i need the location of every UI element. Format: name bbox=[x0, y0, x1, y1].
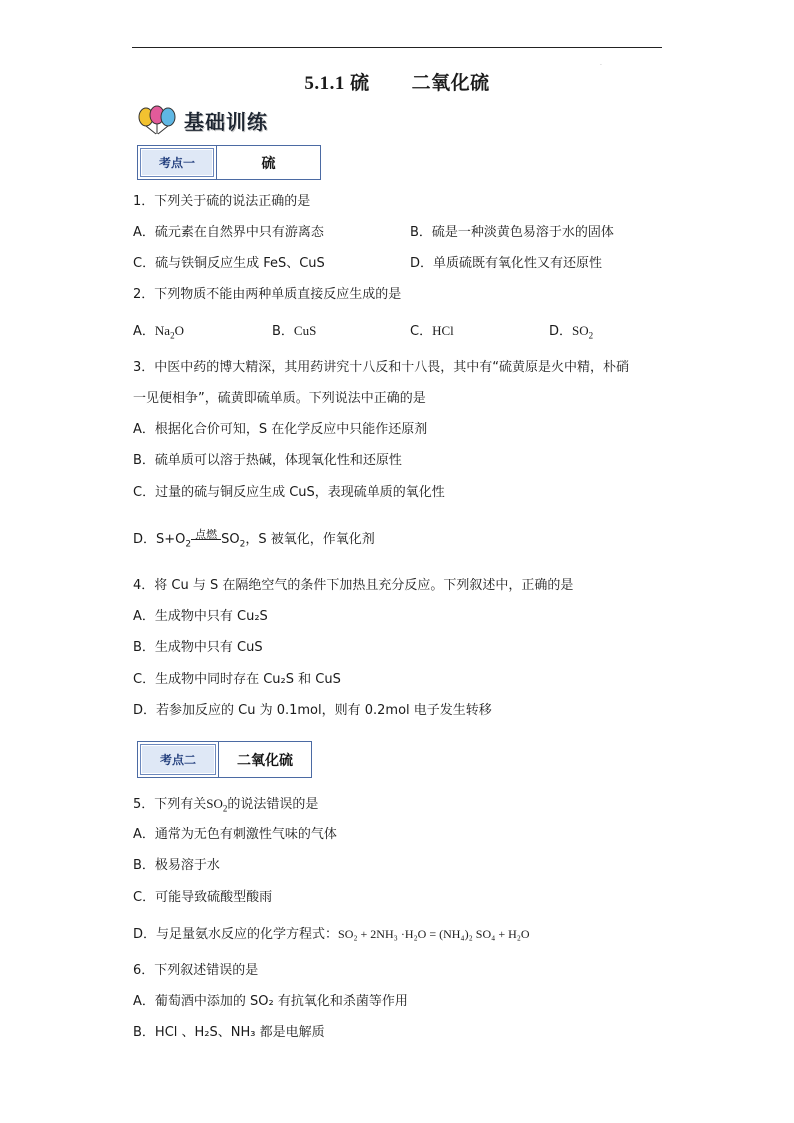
q1-option-a: A．硫元素在自然界中只有游离态 bbox=[133, 225, 324, 240]
q2-option-b bbox=[272, 322, 316, 341]
q2-c-formula: HCl bbox=[432, 323, 454, 338]
section-1-header bbox=[137, 145, 321, 180]
q1-stem: 1．下列关于硫的说法正确的是 bbox=[133, 194, 311, 209]
q3-option-d bbox=[133, 528, 375, 554]
banner-label: 基础训练 bbox=[184, 109, 268, 134]
q4-option-c: C．生成物中同时存在 Cu₂S 和 CuS bbox=[133, 672, 341, 687]
q5-option-a: A．通常为无色有刺激性气味的气体 bbox=[133, 827, 337, 842]
q4-stem: 4．将 Cu 与 S 在隔绝空气的条件下加热且充分反应。下列叙述中，正确的是 bbox=[133, 578, 574, 593]
q3-d-product: SO bbox=[221, 532, 240, 547]
q2-a-sub: 2 bbox=[170, 330, 175, 341]
q2-a-tail: O bbox=[174, 323, 184, 338]
q4-option-d: D．若参加反应的 Cu 为 0.1mol，则有 0.2mol 电子发生转移 bbox=[133, 703, 492, 718]
q5-stem-post: 的说法错误的是 bbox=[227, 797, 319, 812]
q5-d-pre: D．与足量氨水反应的化学方程式： bbox=[133, 927, 339, 942]
q2-d-sub: 2 bbox=[588, 330, 594, 341]
section-2-header bbox=[137, 741, 312, 778]
q3-stem-line1: 3．中医中药的博大精深，其用药讲究十八反和十八畏，其中有“硫黄原是火中精，朴硝 bbox=[133, 360, 630, 375]
q5-option-b: B．极易溶于水 bbox=[133, 858, 220, 873]
q3-d-sub2: 2 bbox=[239, 539, 246, 550]
q3-option-b: B．硫单质可以溶于热碱，体现氧化性和还原性 bbox=[133, 453, 402, 468]
reaction-condition: 点燃 bbox=[195, 528, 218, 541]
basic-training-banner bbox=[136, 104, 268, 136]
q2-option-c bbox=[410, 322, 454, 341]
header-dot: . bbox=[600, 60, 602, 67]
q5-stem-sub: 2 bbox=[222, 803, 228, 814]
q1-option-c: C．硫与铁铜反应生成 FeS、CuS bbox=[133, 256, 325, 271]
section-2-tag: 考点二 bbox=[140, 744, 216, 775]
section-1-tag: 考点一 bbox=[140, 148, 214, 177]
q2-d-label: D． bbox=[549, 324, 573, 339]
q1-option-d: D．单质硫既有氧化性又有还原性 bbox=[410, 256, 603, 271]
balloons-icon bbox=[136, 105, 180, 135]
q6-option-b: B．HCl 、H₂S、NH₃ 都是电解质 bbox=[133, 1025, 325, 1040]
q3-d-tail: ，S 被氧化，作氧化剂 bbox=[245, 532, 375, 547]
page-title bbox=[0, 68, 794, 95]
q5-d-equation: SO₂ + 2NH₃ ·H₂O = (NH₄)₂ SO₄ + H₂O bbox=[338, 927, 530, 941]
reaction-arrow bbox=[191, 528, 221, 543]
q5-stem bbox=[133, 795, 318, 818]
q3-stem-line2: 一见便相争”，硫黄即硫单质。下列说法中正确的是 bbox=[133, 391, 426, 406]
q2-a-label: A． bbox=[133, 324, 155, 339]
q1-option-b: B．硫是一种淡黄色易溶于水的固体 bbox=[410, 225, 614, 240]
q2-a-formula: Na bbox=[154, 323, 171, 338]
section-2-title: 二氧化硫 bbox=[218, 742, 311, 777]
q6-stem: 6．下列叙述错误的是 bbox=[133, 963, 259, 978]
q5-stem-pre: 5．下列有关 bbox=[133, 797, 207, 812]
q2-b-label: B． bbox=[272, 324, 294, 339]
title-left: 5.1.1 硫 bbox=[304, 73, 370, 94]
q2-b-formula: CuS bbox=[293, 323, 317, 338]
q6-option-a: A．葡萄酒中添加的 SO₂ 有抗氧化和杀菌等作用 bbox=[133, 994, 408, 1009]
q4-option-a: A．生成物中只有 Cu₂S bbox=[133, 609, 268, 624]
q2-option-a bbox=[133, 322, 184, 345]
q5-stem-formula: SO bbox=[206, 796, 223, 811]
header-rule bbox=[132, 47, 662, 48]
q3-d-label: D．S+O bbox=[133, 532, 186, 547]
q4-option-b: B．生成物中只有 CuS bbox=[133, 640, 263, 655]
q2-d-formula: SO bbox=[572, 323, 589, 338]
q2-stem: 2．下列物质不能由两种单质直接反应生成的是 bbox=[133, 287, 402, 302]
q3-option-a: A．根据化合价可知，S 在化学反应中只能作还原剂 bbox=[133, 422, 428, 437]
q2-option-d bbox=[549, 322, 593, 345]
q5-option-d bbox=[133, 925, 530, 944]
title-right: 二氧化硫 bbox=[411, 73, 490, 94]
q5-option-c: C．可能导致硫酸型酸雨 bbox=[133, 890, 273, 905]
section-1-title: 硫 bbox=[216, 146, 320, 179]
q3-d-sub1: 2 bbox=[185, 539, 192, 550]
q3-option-c: C．过量的硫与铜反应生成 CuS，表现硫单质的氧化性 bbox=[133, 485, 445, 500]
q2-c-label: C． bbox=[410, 324, 433, 339]
